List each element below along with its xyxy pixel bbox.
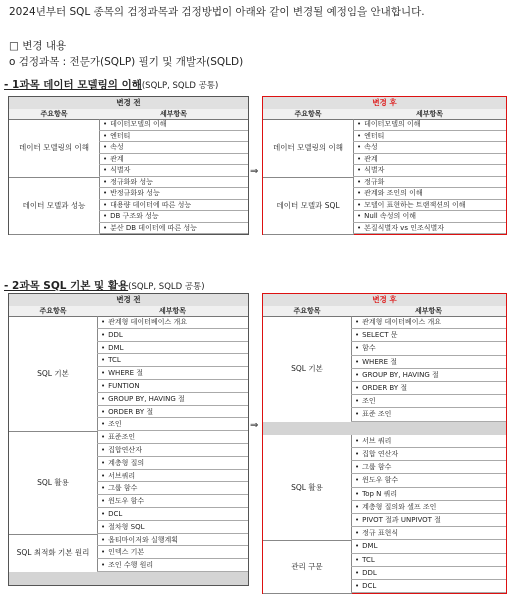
- arrow-icon: ⇒: [250, 166, 259, 177]
- sub-item: • DML: [351, 540, 506, 553]
- table-header: 변경 전: [9, 97, 248, 110]
- main-item: SQL 활용: [263, 435, 352, 542]
- section-2-after-table: [262, 293, 507, 594]
- sub-item: • WHERE 절: [351, 356, 506, 369]
- sub-item: • 정규화와 성능: [99, 177, 248, 189]
- sub-item: • 모델이 표현하는 트랜잭션의 이해: [353, 200, 506, 212]
- table-header: 변경 후: [263, 294, 506, 307]
- sub-item: • PIVOT 절과 UNPIVOT 절: [351, 514, 506, 527]
- main-item: SQL 활용: [9, 431, 98, 534]
- main-item: SQL 최적화 기본 원리: [9, 534, 98, 573]
- col-header-main: 주요항목: [263, 109, 354, 120]
- sub-item: • GROUP BY, HAVING 절: [97, 393, 248, 406]
- sub-item: • 식별자: [353, 165, 506, 177]
- sub-item: • 정규 표현식: [351, 527, 506, 540]
- sub-item: • 조인 수행 원리: [97, 559, 248, 572]
- table-header: 변경 후: [263, 97, 506, 110]
- section-1-after-table: [262, 96, 507, 235]
- sub-item: • ORDER BY 절: [97, 406, 248, 419]
- sub-item: • 엔터티: [99, 131, 248, 143]
- col-header-main: 주요항목: [9, 109, 100, 120]
- main-item: 데이터 모델과 SQL: [263, 177, 354, 236]
- sub-item: • TCL: [351, 554, 506, 567]
- sub-item: • 관계: [353, 154, 506, 166]
- sub-item: • ORDER BY 절: [351, 382, 506, 395]
- sub-item: • 대용량 데이터에 따른 성능: [99, 200, 248, 212]
- sub-item: • SELECT 문: [351, 329, 506, 342]
- intro-text: 2024년부터 SQL 종목의 검정과목과 검정방법이 아래와 같이 변경될 예정임을 안내합니다.: [9, 6, 425, 18]
- sub-item: • 식별자: [99, 165, 248, 177]
- sub-item: • Top N 쿼리: [351, 488, 506, 501]
- sub-item: • GROUP BY, HAVING 절: [351, 369, 506, 382]
- section-1-title-text: - 1과목 데이터 모델링의 이해: [4, 79, 142, 91]
- sub-item: • 옵티마이저와 실행계획: [97, 534, 248, 547]
- sub-item: • 서브 쿼리: [351, 435, 506, 448]
- sub-item: • 관계형 데이터베이스 개요: [351, 316, 506, 329]
- change-heading: □ 변경 내용: [9, 40, 67, 52]
- sub-item: • 반정규화와 성능: [99, 188, 248, 200]
- section-1-title: [4, 77, 218, 92]
- sub-item: • 분산 DB 데이터에 따른 성능: [99, 223, 248, 235]
- sub-item: • 절차형 SQL: [97, 521, 248, 534]
- main-item: 데이터 모델링의 이해: [263, 119, 354, 178]
- sub-item: • 속성: [99, 142, 248, 154]
- col-header-main: 주요항목: [263, 306, 352, 317]
- sub-item: • 윈도우 함수: [351, 474, 506, 487]
- col-header-sub: 세부항목: [351, 306, 506, 317]
- sub-item: • 표준조인: [97, 431, 248, 444]
- main-item: 데이터 모델링의 이해: [9, 119, 100, 178]
- sub-item: • FUNTION: [97, 380, 248, 393]
- sub-item: • 인덱스 기본: [97, 546, 248, 559]
- blank-separator: [263, 422, 506, 435]
- sub-item: • 관계와 조인의 이해: [353, 188, 506, 200]
- table-header: 변경 전: [9, 294, 248, 307]
- sub-item: • 엔터티: [353, 131, 506, 143]
- main-item: SQL 기본: [263, 316, 352, 423]
- arrow-icon: ⇒: [250, 420, 259, 431]
- sub-item: • 윈도우 함수: [97, 495, 248, 508]
- section-2-title: [4, 278, 205, 293]
- section-2-note: (SQLP, SQLD 공통): [128, 282, 205, 292]
- sub-item: • 계층형 질의: [97, 457, 248, 470]
- sub-item: • DDL: [97, 329, 248, 342]
- section-1-before-table: [8, 96, 249, 235]
- section-2-before-table: [8, 293, 249, 586]
- col-header-sub: 세부항목: [99, 109, 248, 120]
- sub-item: • 데이터모델의 이해: [99, 119, 248, 131]
- sub-item: • 조인: [351, 395, 506, 408]
- sub-item: • 본질식별자 vs 인조식별자: [353, 223, 506, 235]
- subject-subheading: o 검정과목 : 전문가(SQLP) 필기 및 개발자(SQLD): [9, 56, 244, 68]
- sub-item: • 서브쿼리: [97, 470, 248, 483]
- sub-item: • 그룹 함수: [97, 482, 248, 495]
- sub-item: • WHERE 절: [97, 367, 248, 380]
- section-1-note: (SQLP, SQLD 공통): [141, 81, 219, 91]
- main-item: 데이터 모델과 성능: [9, 177, 100, 236]
- main-item: 관리 구문: [263, 540, 352, 594]
- sub-item: • 데이터모델의 이해: [353, 119, 506, 131]
- sub-item: • 정규화: [353, 177, 506, 189]
- sub-item: • 함수: [351, 342, 506, 355]
- sub-item: • 표준 조인: [351, 408, 506, 421]
- sub-item: • 관계형 데이터베이스 개요: [97, 316, 248, 329]
- col-header-main: 주요항목: [9, 306, 98, 317]
- sub-item: • 집합 연산자: [351, 448, 506, 461]
- section-2-title-text: - 2과목 SQL 기본 및 활용: [4, 280, 129, 292]
- sub-item: • DCL: [97, 508, 248, 521]
- sub-item: • 집합연산자: [97, 444, 248, 457]
- sub-item: • 그룹 함수: [351, 461, 506, 474]
- col-header-sub: 세부항목: [97, 306, 248, 317]
- sub-item: • 조인: [97, 418, 248, 431]
- sub-item: • 관계: [99, 154, 248, 166]
- sub-item: • 속성: [353, 142, 506, 154]
- sub-item: • DCL: [351, 580, 506, 593]
- main-item: SQL 기본: [9, 316, 98, 432]
- col-header-sub: 세부항목: [353, 109, 506, 120]
- sub-item: • 계층형 질의와 셀프 조인: [351, 501, 506, 514]
- sub-item: • DDL: [351, 567, 506, 580]
- sub-item: • DB 구조와 성능: [99, 211, 248, 223]
- sub-item: • TCL: [97, 354, 248, 367]
- sub-item: • Null 속성의 이해: [353, 211, 506, 223]
- blank-separator: [9, 572, 248, 585]
- sub-item: • DML: [97, 342, 248, 355]
